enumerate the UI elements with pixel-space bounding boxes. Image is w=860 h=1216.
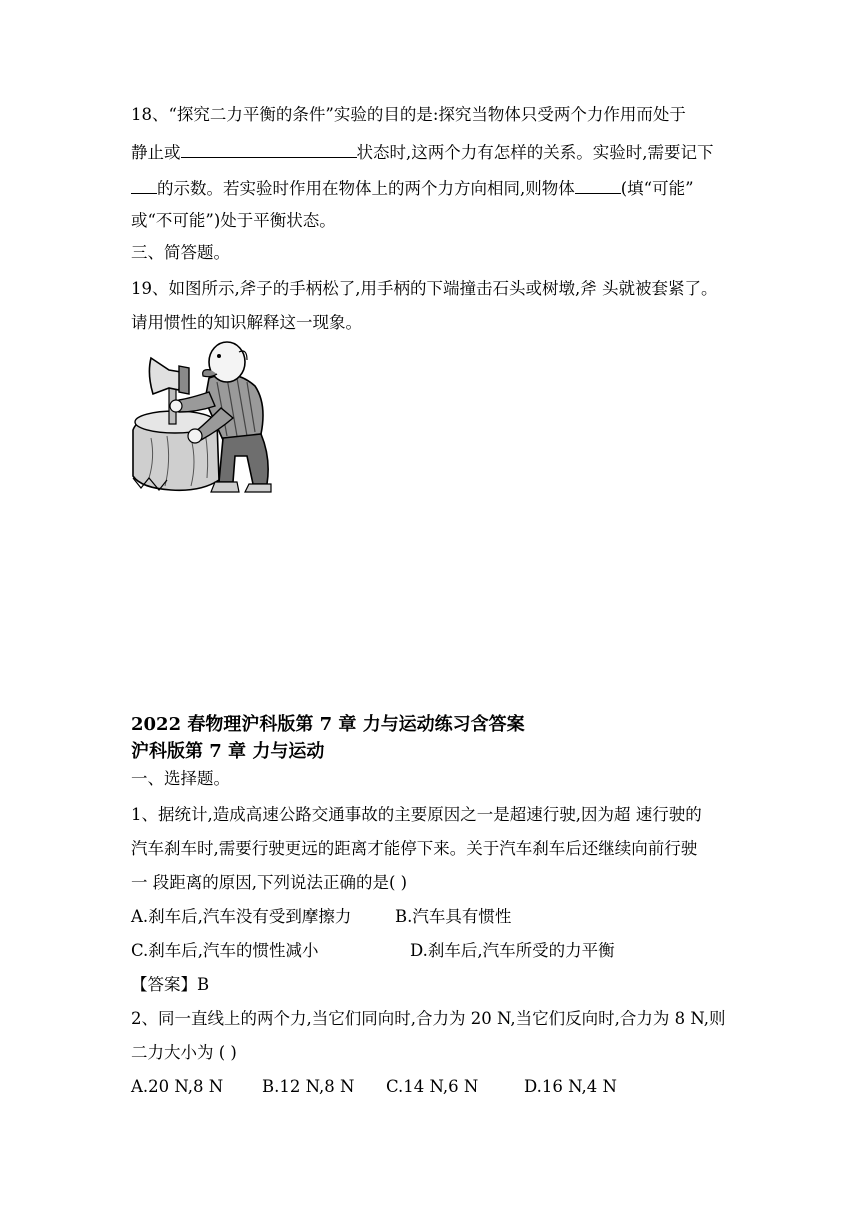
q1-option-d: D.刹车后,汽车所受的力平衡 [410, 941, 615, 960]
page-subtitle: 沪科版第 7 章 力与运动 [131, 741, 325, 762]
section-heading: 一、选择题。 [131, 769, 230, 788]
q18-line1: 18、“探究二力平衡的条件”实验的目的是:探究当物体只受两个力作用而处于 [131, 105, 686, 124]
q1-line1: 1、据统计,造成高速公路交通事故的主要原因之一是超速行驶,因为超 速行驶的 [131, 805, 702, 824]
q18-line2 [131, 140, 714, 164]
q18-text: 的示数。若实验时作用在物体上的两个力方向相同,则物体 [157, 179, 575, 198]
q2-option-a: A.20 N,8 N [131, 1077, 224, 1096]
q18-text: (填“可能” [620, 179, 694, 198]
q2-option-d: D.16 N,4 N [524, 1077, 617, 1096]
page-title: 2022 春物理沪科版第 7 章 力与运动练习含答案 [131, 714, 525, 735]
q2-line1: 2、同一直线上的两个力,当它们同向时,合力为 20 N,当它们反向时,合力为 8 N,则 [131, 1009, 726, 1028]
q1-line3: 一 段距离的原因,下列说法正确的是( ) [131, 873, 408, 892]
answer-blank[interactable] [181, 140, 357, 158]
answer-blank[interactable] [131, 176, 157, 194]
q19-line2: 请用惯性的知识解释这一现象。 [131, 313, 362, 332]
q1-answer: 【答案】B [131, 975, 210, 994]
q2-option-b: B.12 N,8 N [262, 1077, 355, 1096]
q1-line2: 汽车刹车时,需要行驶更远的距离才能停下来。关于汽车刹车后还继续向前行驶 [131, 839, 698, 858]
q2-option-c: C.14 N,6 N [386, 1077, 479, 1096]
section-heading: 三、简答题。 [131, 243, 230, 262]
q1-option-b: B.汽车具有惯性 [395, 907, 512, 926]
axe-stump-illustration [131, 338, 273, 494]
q1-option-c: C.刹车后,汽车的惯性减小 [131, 941, 319, 960]
q19-line1: 19、如图所示,斧子的手柄松了,用手柄的下端撞击石头或树墩,斧 头就被套紧了。 [131, 279, 718, 298]
q18-line4: 或“不可能”)处于平衡状态。 [131, 211, 336, 230]
q1-option-a: A.刹车后,汽车没有受到摩擦力 [131, 907, 352, 926]
q18-text: 状态时,这两个力有怎样的关系。实验时,需要记下 [356, 143, 714, 162]
q18-line3 [131, 176, 694, 200]
q2-line2: 二力大小为 ( ) [131, 1043, 237, 1062]
q18-text: 静止或 [131, 143, 181, 162]
answer-blank[interactable] [575, 176, 621, 194]
